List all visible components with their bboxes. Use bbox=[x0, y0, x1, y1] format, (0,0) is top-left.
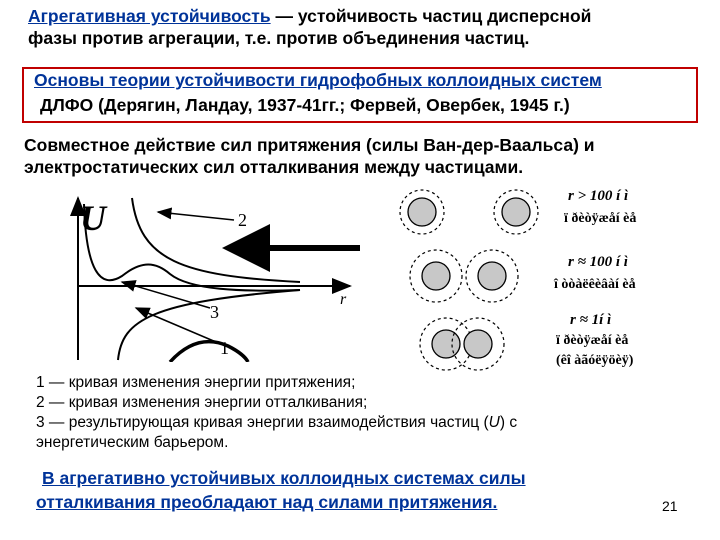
definition-text bbox=[28, 5, 718, 49]
curve-2-pointer bbox=[158, 212, 234, 220]
particle-pair-repulsion bbox=[410, 250, 518, 302]
conclusion-text bbox=[36, 466, 526, 514]
definition-line2: фазы против агрегации, т.е. против объединения частиц. bbox=[28, 28, 530, 48]
curve-label-2: 2 bbox=[238, 210, 247, 230]
deep-well-curve bbox=[170, 342, 248, 362]
particle-pair-far bbox=[400, 190, 538, 234]
joint-action-text bbox=[24, 134, 714, 178]
curve-1-pointer bbox=[136, 308, 216, 342]
state-3-condition: r ≈ 1í ì bbox=[570, 312, 612, 328]
attraction-curve bbox=[118, 290, 300, 360]
page-number: 21 bbox=[662, 498, 678, 514]
legend-item-3-line2: энергетическим барьером. bbox=[36, 434, 229, 451]
definition-term: Агрегативная устойчивость bbox=[28, 6, 271, 26]
joint-action-line1: Совместное действие сил притяжения (силы Ван-дер-Ваальса) и bbox=[24, 135, 595, 155]
repulsion-curve bbox=[132, 198, 300, 282]
conclusion-line2: отталкивания преобладают над силами притяжения. bbox=[36, 492, 498, 512]
particle-pair-coagulation bbox=[420, 318, 504, 370]
energy-curve-plot bbox=[60, 190, 360, 362]
state-1-condition: r > 100 í ì bbox=[568, 188, 629, 204]
particle-interaction-panel bbox=[392, 182, 692, 372]
curve-legend bbox=[36, 373, 676, 453]
y-axis-label: U bbox=[80, 198, 106, 238]
curve-label-3: 3 bbox=[210, 302, 219, 322]
theory-authors: ДЛФО (Дерягин, Ландау, 1937-41гг.; Фервей, Овербек, 1945 г.) bbox=[40, 95, 570, 115]
state-2-description: î òòàëêèâàí èå bbox=[554, 277, 636, 292]
state-3-description: ï ðèòÿæåí èå bbox=[556, 333, 629, 348]
conclusion-line1: В агрегативно устойчивых коллоидных системах силы bbox=[42, 468, 526, 488]
curve-label-1: 1 bbox=[220, 338, 229, 358]
legend-item-1: 1 — кривая изменения энергии притяжения; bbox=[36, 374, 356, 391]
legend-item-2: 2 — кривая изменения энергии отталкивания; bbox=[36, 394, 368, 411]
theory-title: Основы теории устойчивости гидрофобных коллоидных систем bbox=[34, 70, 602, 90]
x-axis-label: r bbox=[340, 291, 347, 308]
state-2-condition: r ≈ 100 í ì bbox=[568, 254, 628, 270]
state-1-description: ï ðèòÿæåí èå bbox=[564, 211, 637, 226]
definition-rest: — устойчивость частиц дисперсной bbox=[270, 6, 592, 26]
legend-item-3: 3 — результирующая кривая энергии взаимодействия частиц (U) с bbox=[36, 414, 518, 431]
joint-action-line2: электростатических сил отталкивания между частицами. bbox=[24, 157, 524, 177]
state-3-note: (êî àãóëÿöèÿ) bbox=[556, 353, 634, 368]
